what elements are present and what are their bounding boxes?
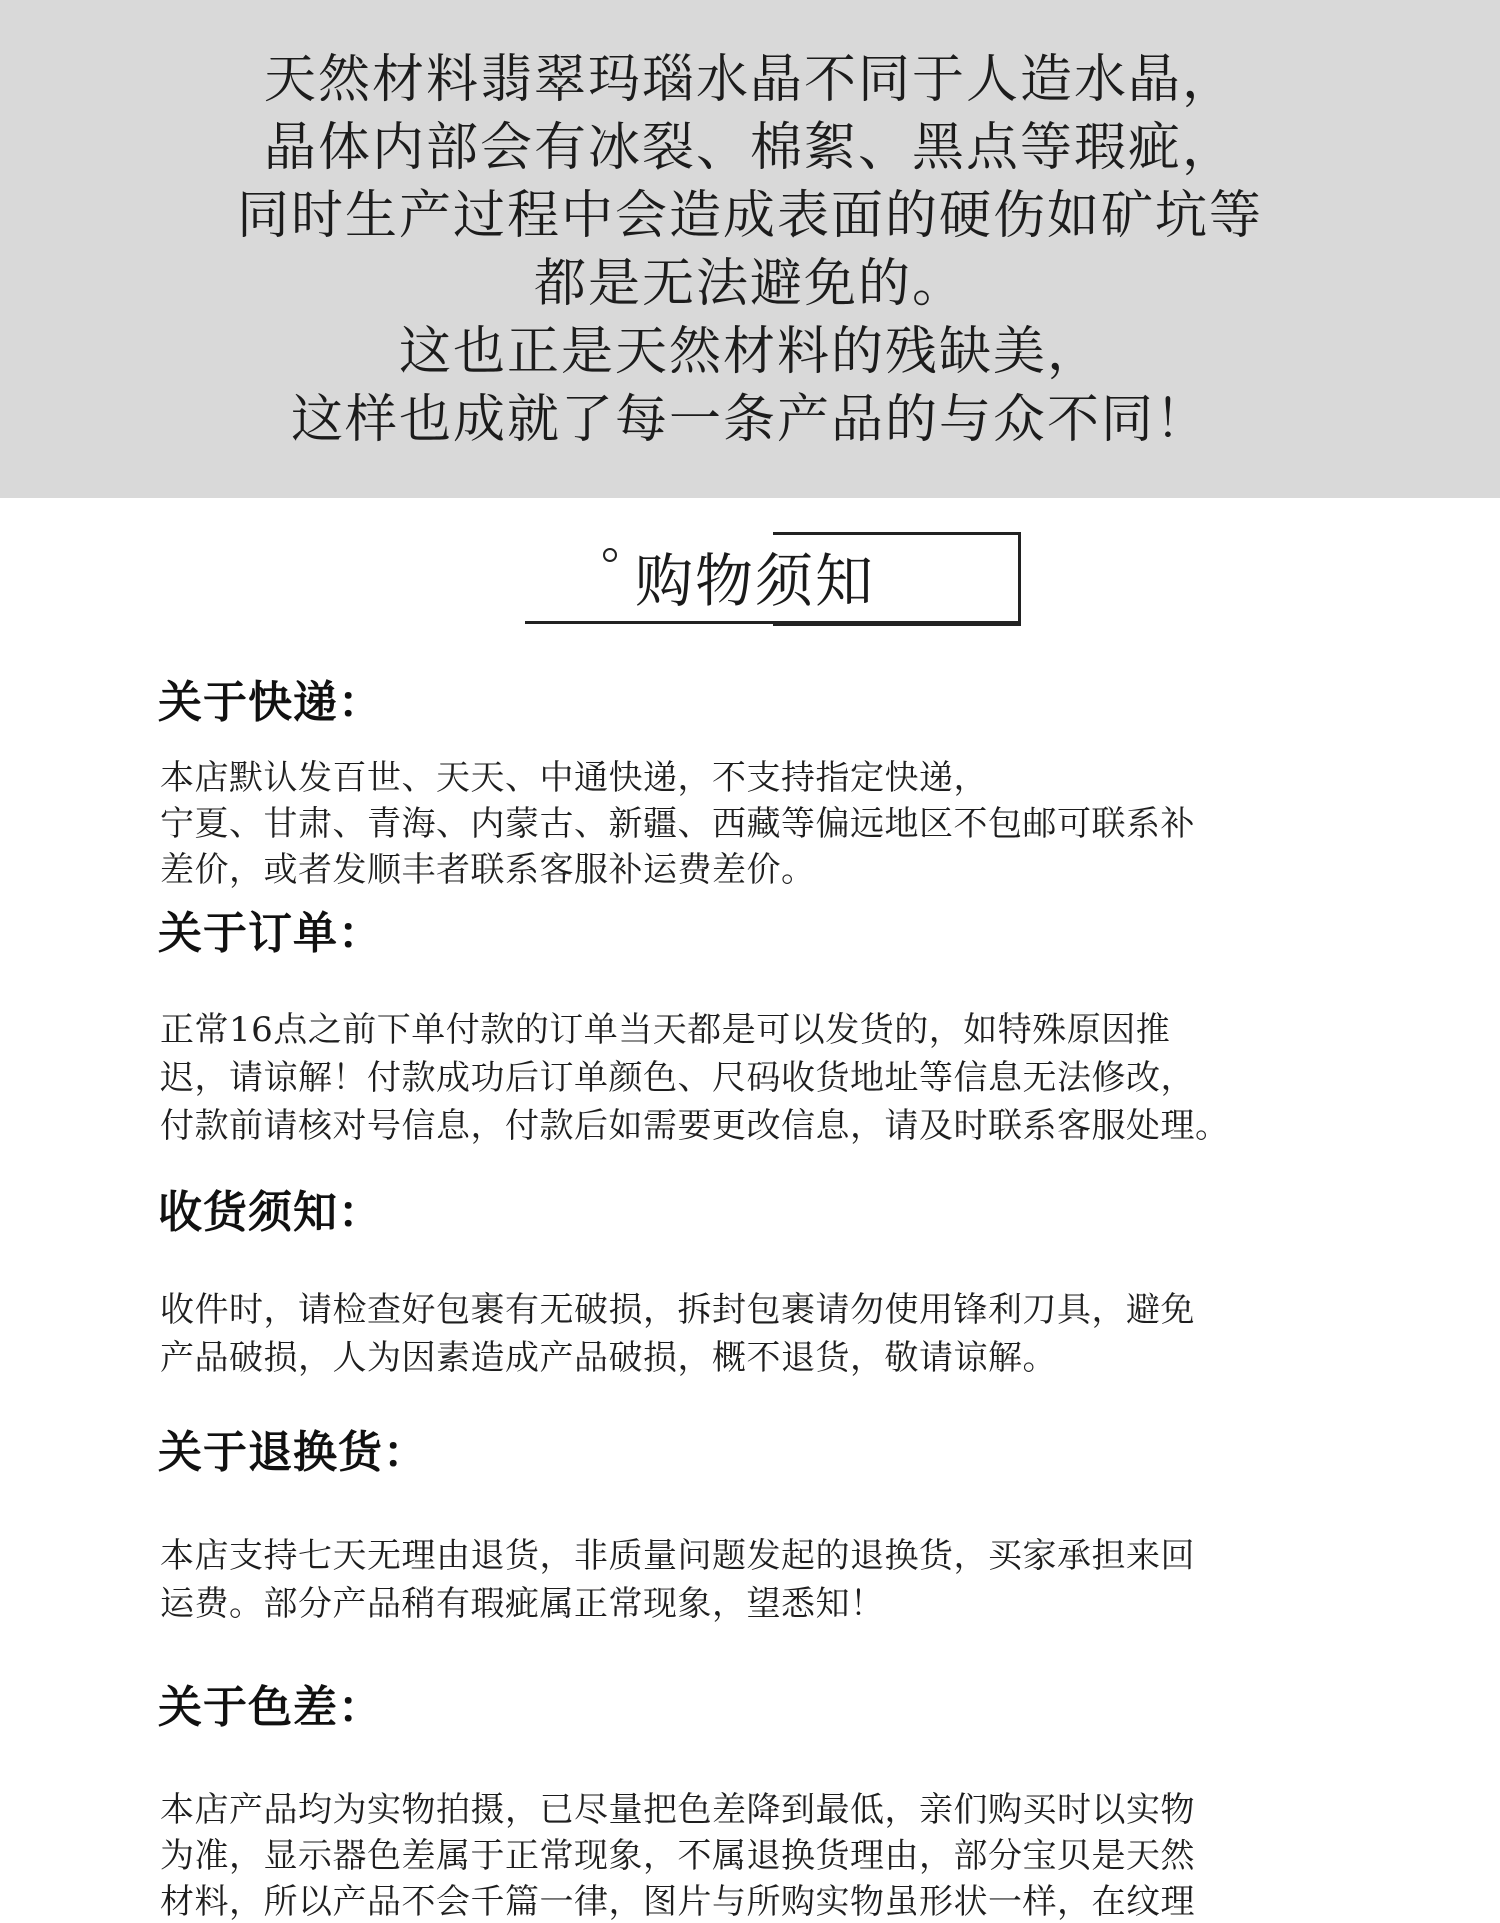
intro-line: 都是无法避免的。: [533, 254, 966, 314]
intro-banner: [0, 0, 1500, 498]
section-heading-orders: 关于订单：: [158, 908, 383, 959]
intro-line: 这样也成就了每一条产品的与众不同！: [290, 390, 1209, 450]
body-line: 迟，请谅解！付款成功后订单颜色、尺码收货地址等信息无法修改，: [160, 1058, 1195, 1098]
body-line: 为准，显示器色差属于正常现象，不属退换货理由，部分宝贝是天然: [160, 1836, 1195, 1876]
body-line: 差价，或者发顺丰者联系客服补运费差价。: [160, 850, 816, 890]
intro-line: 晶体内部会有冰裂、棉絮、黑点等瑕疵，: [263, 118, 1236, 178]
intro-line: 天然材料翡翠玛瑙水晶不同于人造水晶，: [263, 50, 1236, 110]
circle-icon: [603, 548, 617, 562]
section-heading-returns: 关于退换货：: [158, 1427, 428, 1478]
header-underline: [525, 621, 1021, 624]
intro-line: 这也正是天然材料的残缺美，: [398, 322, 1101, 382]
body-line: 宁夏、甘肃、青海、内蒙古、新疆、西藏等偏远地区不包邮可联系补: [160, 804, 1195, 844]
body-line: 产品破损，人为因素造成产品破损，概不退货，敬请谅解。: [160, 1338, 1057, 1378]
section-heading-color: 关于色差：: [158, 1682, 383, 1733]
body-line: 运费。部分产品稍有瑕疵属正常现象，望悉知！: [160, 1584, 885, 1624]
body-line: 付款前请核对号信息，付款后如需要更改信息，请及时联系客服处理。: [160, 1106, 1230, 1146]
section-heading-shipping: 关于快递：: [158, 677, 383, 728]
body-line: 本店默认发百世、天天、中通快递，不支持指定快递，: [160, 758, 988, 798]
intro-line: 同时生产过程中会造成表面的硬伤如矿坑等: [236, 186, 1263, 246]
notice-header: [525, 532, 1021, 624]
page-title: 购物须知: [635, 547, 876, 615]
body-line: 材料，所以产品不会千篇一律，图片与所购实物虽形状一样，在纹理: [160, 1882, 1195, 1922]
section-heading-receiving: 收货须知：: [158, 1187, 383, 1238]
body-line: 本店产品均为实物拍摄，已尽量把色差降到最低，亲们购买时以实物: [160, 1790, 1195, 1830]
body-line: 正常16点之前下单付款的订单当天都是可以发货的，如特殊原因推: [160, 1010, 1171, 1050]
body-line: 收件时，请检查好包裹有无破损，拆封包裹请勿使用锋利刀具，避免: [160, 1290, 1195, 1330]
body-line: 本店支持七天无理由退货，非质量问题发起的退换货，买家承担来回: [160, 1536, 1195, 1576]
